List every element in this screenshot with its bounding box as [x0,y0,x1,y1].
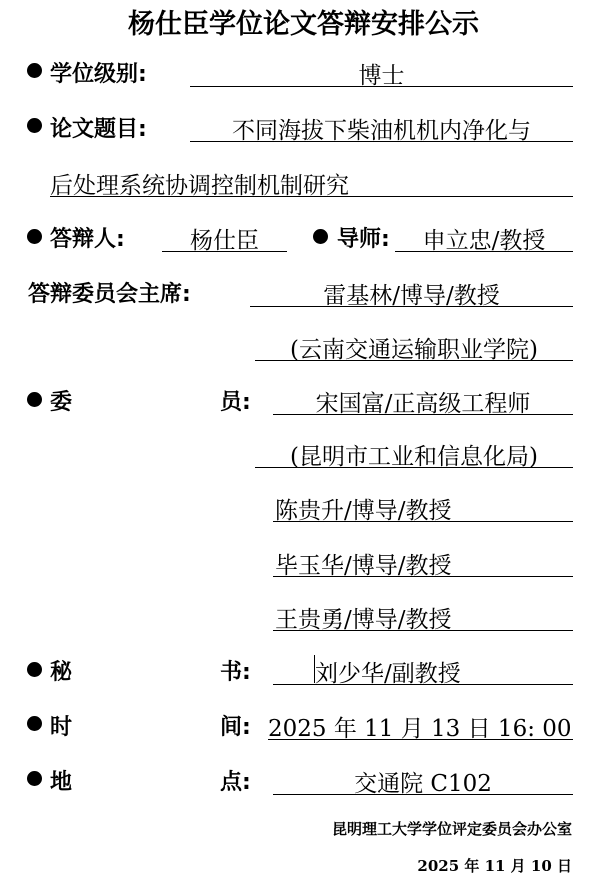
thesis-underline-2 [50,196,573,197]
members-label-a: 委 [50,390,73,415]
time-value: 2025 年 11 月 13 日 16: 00 [268,716,572,742]
defender-label: 答辩人: [50,227,125,252]
degree-label: 学位级别: [50,62,147,87]
time-label-a: 时 [50,715,73,740]
thesis-title-line1: 不同海拔下柴油机机内净化与 [232,118,531,144]
member-underline [273,576,573,577]
bullet-icon [27,392,42,407]
chair-underline-1 [250,306,573,307]
bullet-icon [27,63,42,78]
bullet-icon [27,716,42,731]
member-line: 毕玉华/博导/教授 [275,553,452,579]
member-line: (昆明市工业和信息化局) [290,444,538,470]
place-value: 交通院 C102 [354,771,492,797]
degree-value: 博士 [358,63,405,89]
member-underline [255,467,573,468]
member-line: 宋国富/正高级工程师 [315,391,531,417]
place-label-a: 地 [50,770,73,795]
place-label-b: 点: [220,770,251,795]
defender-underline [162,251,287,252]
member-line: 陈贵升/博导/教授 [275,498,452,524]
footer-date: 2025 年 11 月 10 日 [417,857,572,875]
page-title: 杨仕臣学位论文答辩安排公示 [128,9,479,40]
advisor-value: 申立忠/教授 [422,228,546,254]
degree-underline [190,86,573,87]
members-label-b: 员: [220,390,251,415]
member-underline [273,630,573,631]
advisor-underline [395,251,573,252]
secretary-value: 刘少华/副教授 [315,661,461,687]
bullet-icon [27,118,42,133]
bullet-icon [27,229,42,244]
bullet-icon [27,771,42,786]
member-underline [273,414,573,415]
secretary-underline [273,684,573,685]
bullet-icon [27,662,42,677]
defender-value: 杨仕臣 [190,228,259,254]
chair-org: (云南交通运输职业学院) [290,337,538,363]
advisor-label: 导师: [337,227,390,252]
member-underline [273,521,573,522]
time-underline [268,739,573,740]
bullet-icon [313,229,328,244]
chair-name: 雷基林/博导/教授 [323,283,500,309]
secretary-label-a: 秘 [50,660,73,685]
footer-office: 昆明理工大学学位评定委员会办公室 [331,820,572,838]
thesis-label: 论文题目: [50,117,147,142]
secretary-label-b: 书: [220,660,251,685]
thesis-title-line2: 后处理系统协调控制机制研究 [50,173,349,199]
member-line: 王贵勇/博导/教授 [275,607,452,633]
chair-underline-2 [255,360,573,361]
chair-label: 答辩委员会主席: [28,282,191,307]
place-underline [273,794,573,795]
thesis-underline-1 [190,141,573,142]
time-label-b: 间: [220,715,251,740]
